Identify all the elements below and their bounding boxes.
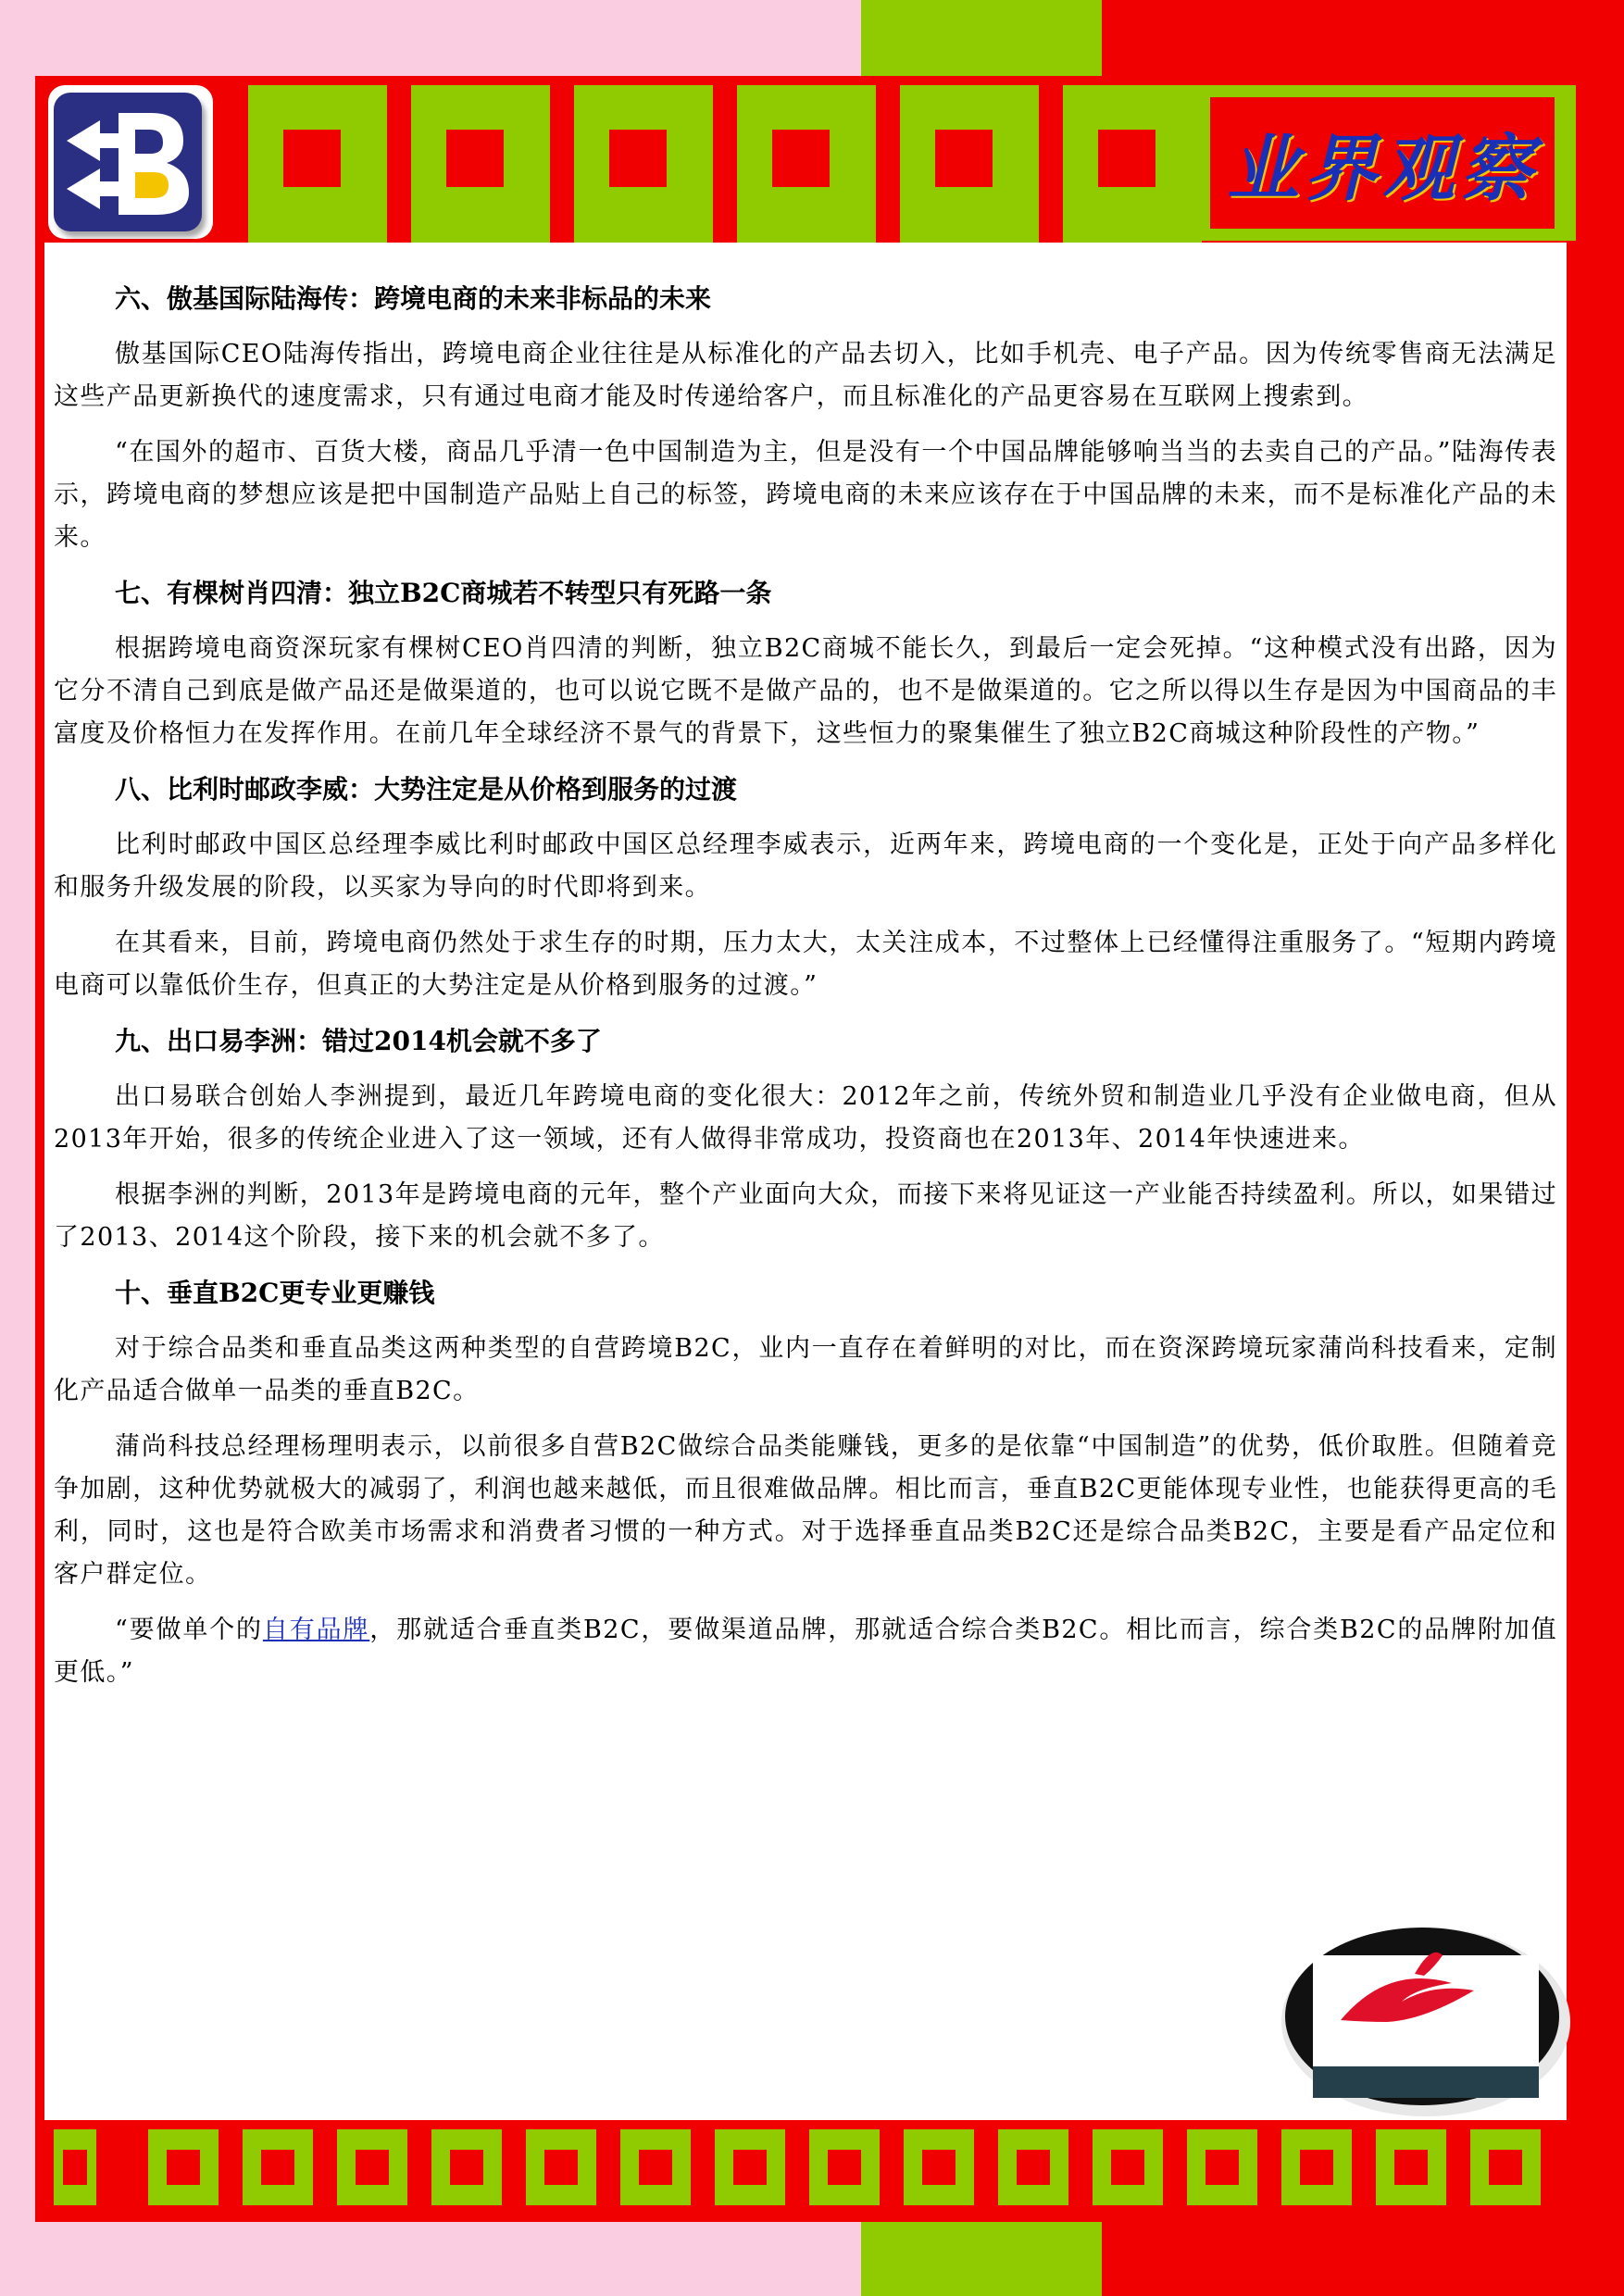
right-red-band bbox=[1574, 0, 1624, 2296]
header-tile bbox=[1063, 85, 1202, 243]
footer-tile bbox=[243, 2129, 313, 2205]
footer-tile bbox=[1093, 2129, 1163, 2205]
paragraph: “在国外的超市、百货大楼，商品几乎清一色中国制造为主，但是没有一个中国品牌能够响当当的去卖自己的产品。”陆海传表示，跨境电商的梦想应该是把中国制造产品贴上自己的标签，跨境电商的未来应该存在于中国品牌的未来，而不是标准化产品的未来。 bbox=[54, 438, 1557, 552]
header-tile bbox=[248, 85, 387, 243]
footer-tile bbox=[904, 2129, 974, 2205]
red-flame-seal-icon bbox=[1276, 1918, 1574, 2120]
section-badge-inner bbox=[1207, 94, 1557, 231]
section-heading: 九、出口易李洲：错过2014机会就不多了 bbox=[115, 1026, 602, 1056]
footer-tile bbox=[431, 2129, 502, 2205]
header-tile bbox=[411, 85, 550, 243]
seal-graphic bbox=[1276, 1918, 1574, 2120]
footer-tile bbox=[337, 2129, 407, 2205]
footer-tile bbox=[54, 2129, 96, 2205]
paragraph: 傲基国际CEO陆海传指出，跨境电商企业往往是从标准化的产品去切入，比如手机壳、电子产品。因为传统零售商无法满足这些产品更新换代的速度需求，只有通过电商才能及时传递给客户，而且标准化的产品更容易在互联网上搜索到。 bbox=[54, 340, 1557, 411]
footer-tile bbox=[1376, 2129, 1446, 2205]
top-green-band bbox=[861, 0, 1102, 76]
section-heading: 十、垂直B2C更专业更赚钱 bbox=[115, 1278, 435, 1308]
bottom-green-band bbox=[861, 2222, 1102, 2296]
paragraph: 在其看来，目前，跨境电商仍然处于求生存的时期，压力太大，太关注成本，不过整体上已经懂得注重服务了。“短期内跨境电商可以靠低价生存，但真正的大势注定是从价格到服务的过渡。” bbox=[54, 929, 1557, 1000]
brand-link[interactable]: 自有品牌 bbox=[262, 1616, 370, 1644]
header-tile bbox=[737, 85, 876, 243]
paragraph: 对于综合品类和垂直品类这两种类型的自营跨境B2C，业内一直存在着鲜明的对比，而在资深跨境玩家蒲尚科技看来，定制化产品适合做单一品类的垂直B2C。 bbox=[54, 1334, 1557, 1405]
top-red-band bbox=[1102, 0, 1624, 76]
header-tile bbox=[574, 85, 713, 243]
section-heading: 七、有棵树肖四清：独立B2C商城若不转型只有死路一条 bbox=[115, 578, 772, 608]
footer-tile bbox=[148, 2129, 219, 2205]
paragraph-text: “要做单个的 bbox=[115, 1616, 263, 1644]
section-badge-title: 业界观察 bbox=[1226, 127, 1538, 211]
b-arrow-logo-icon bbox=[54, 93, 202, 231]
section-badge bbox=[1194, 85, 1576, 241]
paragraph: 出口易联合创始人李洲提到，最近几年跨境电商的变化很大：2012年之前，传统外贸和制造业几乎没有企业做电商，但从2013年开始，很多的传统企业进入了这一领域，还有人做得非常成功，投资商也在2013年、2014年快速进来。 bbox=[54, 1082, 1557, 1154]
footer-tile bbox=[620, 2129, 691, 2205]
article-body bbox=[54, 278, 1557, 1694]
section-heading: 六、傲基国际陆海传：跨境电商的未来非标品的未来 bbox=[115, 283, 712, 314]
footer-tile bbox=[998, 2129, 1068, 2205]
section-heading: 八、比利时邮政李威：大势注定是从价格到服务的过渡 bbox=[115, 774, 738, 805]
logo-graphic bbox=[54, 93, 202, 231]
logo bbox=[48, 85, 213, 239]
paragraph: 比利时邮政中国区总经理李威比利时邮政中国区总经理李威表示，近两年来，跨境电商的一个变化是，正处于向产品多样化和服务升级发展的阶段，以买家为导向的时代即将到来。 bbox=[54, 830, 1557, 902]
paragraph: 蒲尚科技总经理杨理明表示，以前很多自营B2C做综合品类能赚钱，更多的是依靠“中国制造”的优势，低价取胜。但随着竞争加剧，这种优势就极大的减弱了，利润也越来越低，而且很难做品牌。相比而言，垂直B2C更能体现专业性，也能获得更高的毛利，同时，这也是符合欧美市场需求和消费者习惯的一种方式。对于选择垂直品类B2C还是综合品类B2C，主要是看产品定位和客户群定位。 bbox=[54, 1432, 1557, 1589]
bottom-red-band bbox=[1102, 2222, 1624, 2296]
paragraph: 根据跨境电商资深玩家有棵树CEO肖四清的判断，独立B2C商城不能长久，到最后一定会死掉。“这种模式没有出路，因为它分不清自己到底是做产品还是做渠道的，也可以说它既不是做产品的，也不是做渠道的。它之所以得以生存是因为中国商品的丰富度及价格恒力在发挥作用。在前几年全球经济不景气的背景下，这些恒力的聚集催生了独立B2C商城这种阶段性的产物。” bbox=[54, 634, 1557, 748]
footer-tile bbox=[1187, 2129, 1257, 2205]
header-tile bbox=[900, 85, 1039, 243]
footer-tile bbox=[809, 2129, 880, 2205]
footer-tile bbox=[715, 2129, 785, 2205]
paragraph-text: ，那就适合垂直类B2C，要做渠道品牌，那就适合综合类B2C。相比而言，综合类B2C的品牌附加值更低。” bbox=[54, 1616, 1557, 1687]
footer-banner bbox=[44, 2120, 1567, 2215]
paragraph: 根据李洲的判断，2013年是跨境电商的元年，整个产业面向大众，而接下来将见证这一产业能否持续盈利。所以，如果错过了2013、2014这个阶段，接下来的机会就不多了。 bbox=[54, 1180, 1557, 1252]
footer-tile bbox=[1470, 2129, 1541, 2205]
paragraph bbox=[54, 1609, 1557, 1694]
footer-tile bbox=[526, 2129, 596, 2205]
footer-tile bbox=[1281, 2129, 1352, 2205]
